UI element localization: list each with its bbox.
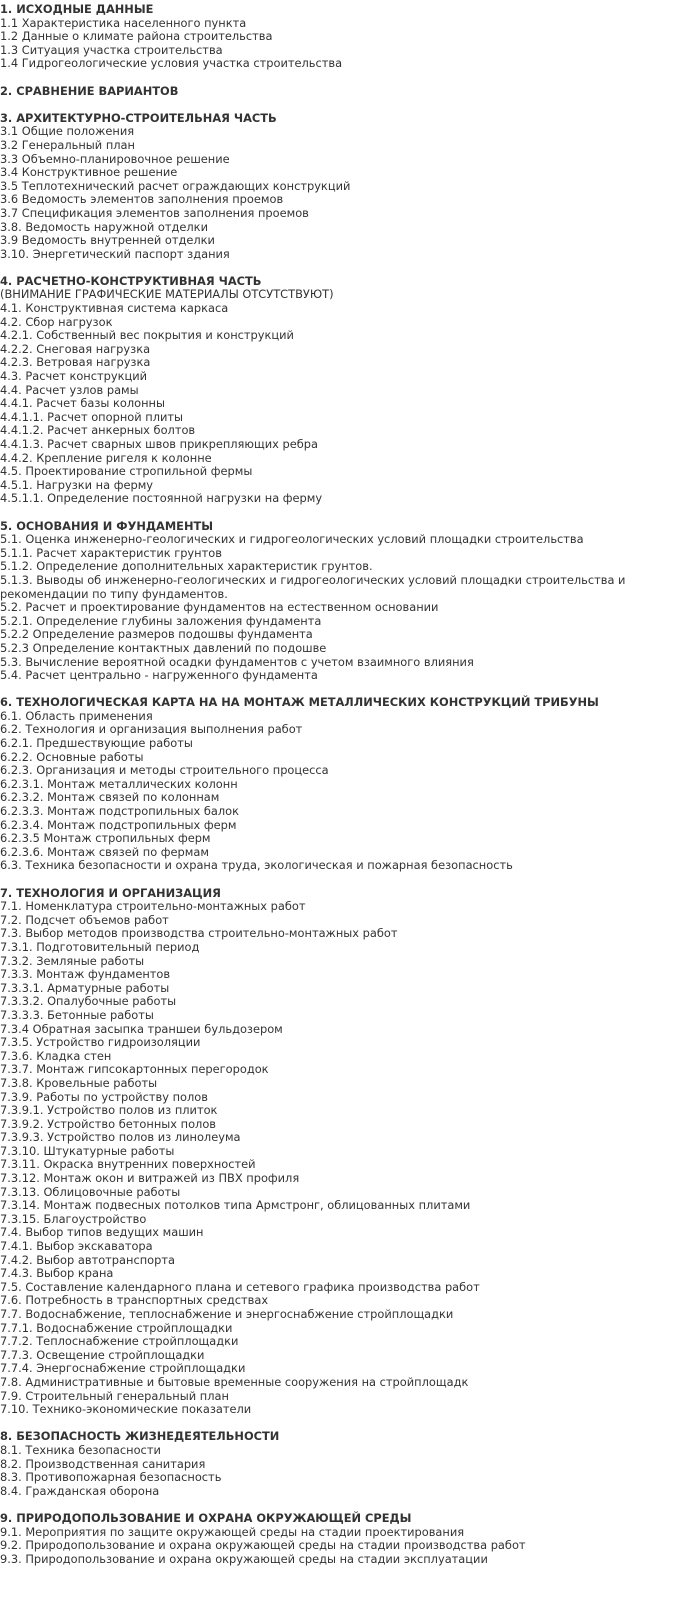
section-heading: 5. ОСНОВАНИЯ И ФУНДАМЕНТЫ: [0, 518, 214, 533]
toc-item: 7.3.10. Штукатурные работы: [0, 1143, 175, 1158]
toc-item: 3.9 Ведомость внутренней отделки: [0, 233, 215, 248]
toc-item: 3.10. Энергетический паспорт здания: [0, 246, 230, 261]
toc-item: 8.2. Производственная санитария: [0, 1456, 206, 1471]
toc-item: 9.2. Природопользование и охрана окружающей среды на стадии производства работ: [0, 1538, 526, 1553]
toc-item: 6.2.3.2. Монтаж связей по колоннам: [0, 790, 220, 805]
toc-item: 1.1 Характеристика населенного пункта: [0, 15, 247, 30]
toc-item: 3.2 Генеральный план: [0, 137, 135, 152]
toc-item: 5.1.1. Расчет характеристик грунтов: [0, 545, 222, 560]
toc-item: 7.7.3. Освещение стройплощадки: [0, 1347, 205, 1362]
toc-item: 6.2.3.3. Монтаж подстропильных балок: [0, 804, 240, 819]
toc-item: 4.4. Расчет узлов рамы: [0, 382, 139, 397]
toc-item: 4.2.2. Снеговая нагрузка: [0, 341, 151, 356]
toc-item: 3.6 Ведомость элементов заполнения проемов: [0, 192, 284, 207]
toc-section: [0, 85, 700, 99]
toc-item: 7.7.2. Теплоснабжение стройплощадки: [0, 1334, 239, 1349]
toc-item: 4.4.1.2. Расчет анкерных болтов: [0, 423, 196, 438]
toc-item: 7.7.1. Водоснабжение стройплощадки: [0, 1320, 233, 1335]
toc-section: [0, 520, 700, 683]
section-heading: 3. АРХИТЕКТУРНО-СТРОИТЕЛЬНАЯ ЧАСТЬ: [0, 110, 277, 125]
toc-item: 7.3.3.1. Арматурные работы: [0, 980, 170, 995]
toc-item: 1.4 Гидрогеологические условия участка строительства: [0, 56, 343, 71]
toc-item: 5.4. Расчет центрально - нагруженного фундамента: [0, 668, 318, 683]
toc-item: 7.3.9.1. Устройство полов из плиток: [0, 1103, 218, 1118]
toc-item: 8.3. Противопожарная безопасность: [0, 1470, 222, 1485]
toc-item: 3.1 Общие положения: [0, 124, 135, 139]
toc-item: 7.3.9. Работы по устройству полов: [0, 1089, 208, 1104]
toc-item: 7.7. Водоснабжение, теплоснабжение и энергоснабжение стройплощадки: [0, 1307, 454, 1321]
toc-item: 6.2.2. Основные работы: [0, 749, 144, 764]
toc-item: 7.3.15. Благоустройство: [0, 1211, 147, 1226]
toc-item: 4.4.1.3. Расчет сварных швов прикрепляющих ребра: [0, 437, 318, 451]
section-heading: 1. ИСХОДНЫЕ ДАННЫЕ: [0, 2, 154, 16]
toc-item: 7.8. Административные и бытовые временные сооружения на стройплощадк: [0, 1374, 469, 1389]
toc-item: 3.5 Теплотехнический расчет ограждающих конструкций: [0, 178, 351, 193]
toc-item: 7.3.7. Монтаж гипсокартонных перегородок: [0, 1062, 269, 1077]
toc-item: 5.2.1. Определение глубины заложения фундамента: [0, 613, 322, 628]
toc-item: 3.4 Конструктивное решение: [0, 165, 178, 180]
toc-item: 6.2. Технология и организация выполнения работ: [0, 722, 303, 737]
toc-item: 4.5.1.1. Определение постоянной нагрузки на ферму: [0, 491, 323, 506]
toc-item: 6.1. Область применения: [0, 708, 153, 723]
toc-item: 5.1. Оценка инженерно-геологических и гидрогеологических условий площадки строительства: [0, 532, 584, 547]
toc-item: 7.4.3. Выбор крана: [0, 1266, 114, 1281]
toc-item: 7.3.4 Обратная засыпка траншеи бульдозером: [0, 1021, 283, 1036]
section-heading: 4. РАСЧЕТНО-КОНСТРУКТИВНАЯ ЧАСТЬ: [0, 273, 262, 288]
toc-item: 7.2. Подсчет объемов работ: [0, 912, 169, 927]
toc-item: 7.3.1. Подготовительный период: [0, 939, 200, 954]
toc-item: 4.4.1.1. Расчет опорной плиты: [0, 409, 184, 424]
toc-item: 7.3.3. Монтаж фундаментов: [0, 967, 171, 982]
toc-item: 9.3. Природопользование и охрана окружающей среды на стадии эксплуатации: [0, 1551, 488, 1566]
toc-item: 7.3.13. Облицовочные работы: [0, 1184, 181, 1199]
toc-item: 1.2 Данные о климате района строительства: [0, 29, 273, 44]
toc-item: 4.1. Конструктивная система каркаса: [0, 301, 229, 316]
section-heading: 2. СРАВНЕНИЕ ВАРИАНТОВ: [0, 83, 179, 98]
toc-item: 6.2.1. Предшествующие работы: [0, 736, 193, 751]
toc-item: 5.2. Расчет и проектирование фундаментов на естественном основании: [0, 600, 439, 615]
toc-item: 4.2. Сбор нагрузок: [0, 314, 113, 329]
toc-item: 7.10. Технико-экономические показатели: [0, 1402, 252, 1417]
toc-item: 9.1. Мероприятия по защите окружающей среды на стадии проектирования: [0, 1524, 465, 1539]
section-heading: 9. ПРИРОДОПОЛЬЗОВАНИЕ И ОХРАНА ОКРУЖАЮЩЕЙ СРЕДЫ: [0, 1510, 412, 1525]
toc-item: 3.3 Объемно-планировочное решение: [0, 151, 230, 166]
toc-item: 7.3.2. Земляные работы: [0, 953, 145, 968]
toc-item: 7.3.11. Окраска внутренних поверхностей: [0, 1157, 256, 1172]
toc-item: 7.6. Потребность в транспортных средствах: [0, 1293, 269, 1308]
toc-item: 4.4.1. Расчет базы колонны: [0, 396, 165, 411]
toc-section: [0, 887, 700, 1417]
toc-item: 7.3.9.3. Устройство полов из линолеума: [0, 1130, 241, 1145]
toc-item: 4.2.1. Собственный вес покрытия и конструкций: [0, 328, 294, 343]
toc-item: 5.2.2 Определение размеров подошвы фундамента: [0, 627, 313, 642]
toc-item: 4.5. Проектирование стропильной фермы: [0, 464, 253, 479]
toc-item: 6.2.3.1. Монтаж металлических колонн: [0, 776, 238, 791]
toc-item: 3.7 Спецификация элементов заполнения проемов: [0, 205, 309, 220]
toc-item: 4.2.3. Ветровая нагрузка: [0, 355, 151, 370]
toc-item: 4.4.2. Крепление ригеля к колонне: [0, 450, 212, 465]
toc-item: 6.2.3. Организация и методы строительного процесса: [0, 763, 329, 778]
toc-item: 5.2.3 Определение контактных давлений по подошве: [0, 640, 327, 655]
toc-section: [0, 1512, 700, 1566]
toc-item: 6.2.3.6. Монтаж связей по фермам: [0, 844, 209, 859]
toc-item: 6.2.3.4. Монтаж подстропильных ферм: [0, 817, 237, 832]
toc-item: 7.3. Выбор методов производства строительно-монтажных работ: [0, 926, 398, 941]
toc-section: [0, 3, 700, 71]
toc-item: 7.3.9.2. Устройство бетонных полов: [0, 1116, 216, 1131]
toc-item: 7.5. Составление календарного плана и сетевого графика производства работ: [0, 1279, 480, 1294]
toc-item: 5.3. Вычисление вероятной осадки фундаментов с учетом взаимного влияния: [0, 654, 474, 669]
toc-item: 7.3.6. Кладка стен: [0, 1048, 112, 1063]
section-heading: 6. ТЕХНОЛОГИЧЕСКАЯ КАРТА НА НА МОНТАЖ МЕТАЛЛИЧЕСКИХ КОНСТРУКЦИЙ ТРИБУНЫ: [0, 695, 599, 710]
toc-item: 7.3.14. Монтаж подвесных потолков типа Армстронг, облицованных плитами: [0, 1198, 471, 1213]
toc-item: 7.4.2. Выбор автотранспорта: [0, 1252, 175, 1267]
toc-item: 8.4. Гражданская оборона: [0, 1483, 160, 1498]
toc-item: 7.3.5. Устройство гидроизоляции: [0, 1035, 201, 1050]
toc-item: 7.4.1. Выбор экскаватора: [0, 1239, 153, 1254]
toc-section: [0, 112, 700, 262]
toc-item: 4.3. Расчет конструкций: [0, 369, 148, 384]
toc-item: 7.9. Строительный генеральный план: [0, 1388, 229, 1403]
toc-section: [0, 275, 700, 506]
toc-item: 8.1. Техника безопасности: [0, 1442, 161, 1457]
toc-item: 3.8. Ведомость наружной отделки: [0, 219, 208, 234]
toc-item: 7.7.4. Энергоснабжение стройплощадки: [0, 1361, 246, 1376]
toc-item: 6.2.3.5 Монтаж стропильных ферм: [0, 831, 211, 846]
toc-item: 7.3.3.2. Опалубочные работы: [0, 994, 177, 1009]
toc-item: 7.3.8. Кровельные работы: [0, 1075, 158, 1090]
toc-item: (ВНИМАНИЕ ГРАФИЧЕСКИЕ МАТЕРИАЛЫ ОТСУТСТВУЮТ): [0, 287, 334, 302]
toc-section: [0, 1430, 700, 1498]
section-heading: 7. ТЕХНОЛОГИЯ И ОРГАНИЗАЦИЯ: [0, 885, 221, 900]
section-heading: 8. БЕЗОПАСНОСТЬ ЖИЗНЕДЕЯТЕЛЬНОСТИ: [0, 1429, 280, 1444]
toc-section: [0, 696, 700, 873]
toc-item: 7.3.12. Монтаж окон и витражей из ПВХ профиля: [0, 1171, 300, 1186]
toc-item: 6.3. Техника безопасности и охрана труда, экологическая и пожарная безопасность: [0, 858, 513, 873]
toc-item: 7.4. Выбор типов ведущих машин: [0, 1225, 204, 1240]
toc-item: 5.1.2. Определение дополнительных характеристик грунтов.: [0, 559, 373, 574]
toc-item: 7.1. Номенклатура строительно-монтажных работ: [0, 899, 306, 914]
toc-item: 4.5.1. Нагрузки на ферму: [0, 477, 154, 492]
toc-item: 7.3.3.3. Бетонные работы: [0, 1007, 154, 1022]
toc-item: 1.3 Ситуация участка строительства: [0, 42, 223, 57]
toc-item: 5.1.3. Выводы об инженерно-геологических и гидрогеологических условий площадки строительства и рекомендации по типу фундаментов.: [0, 572, 626, 601]
